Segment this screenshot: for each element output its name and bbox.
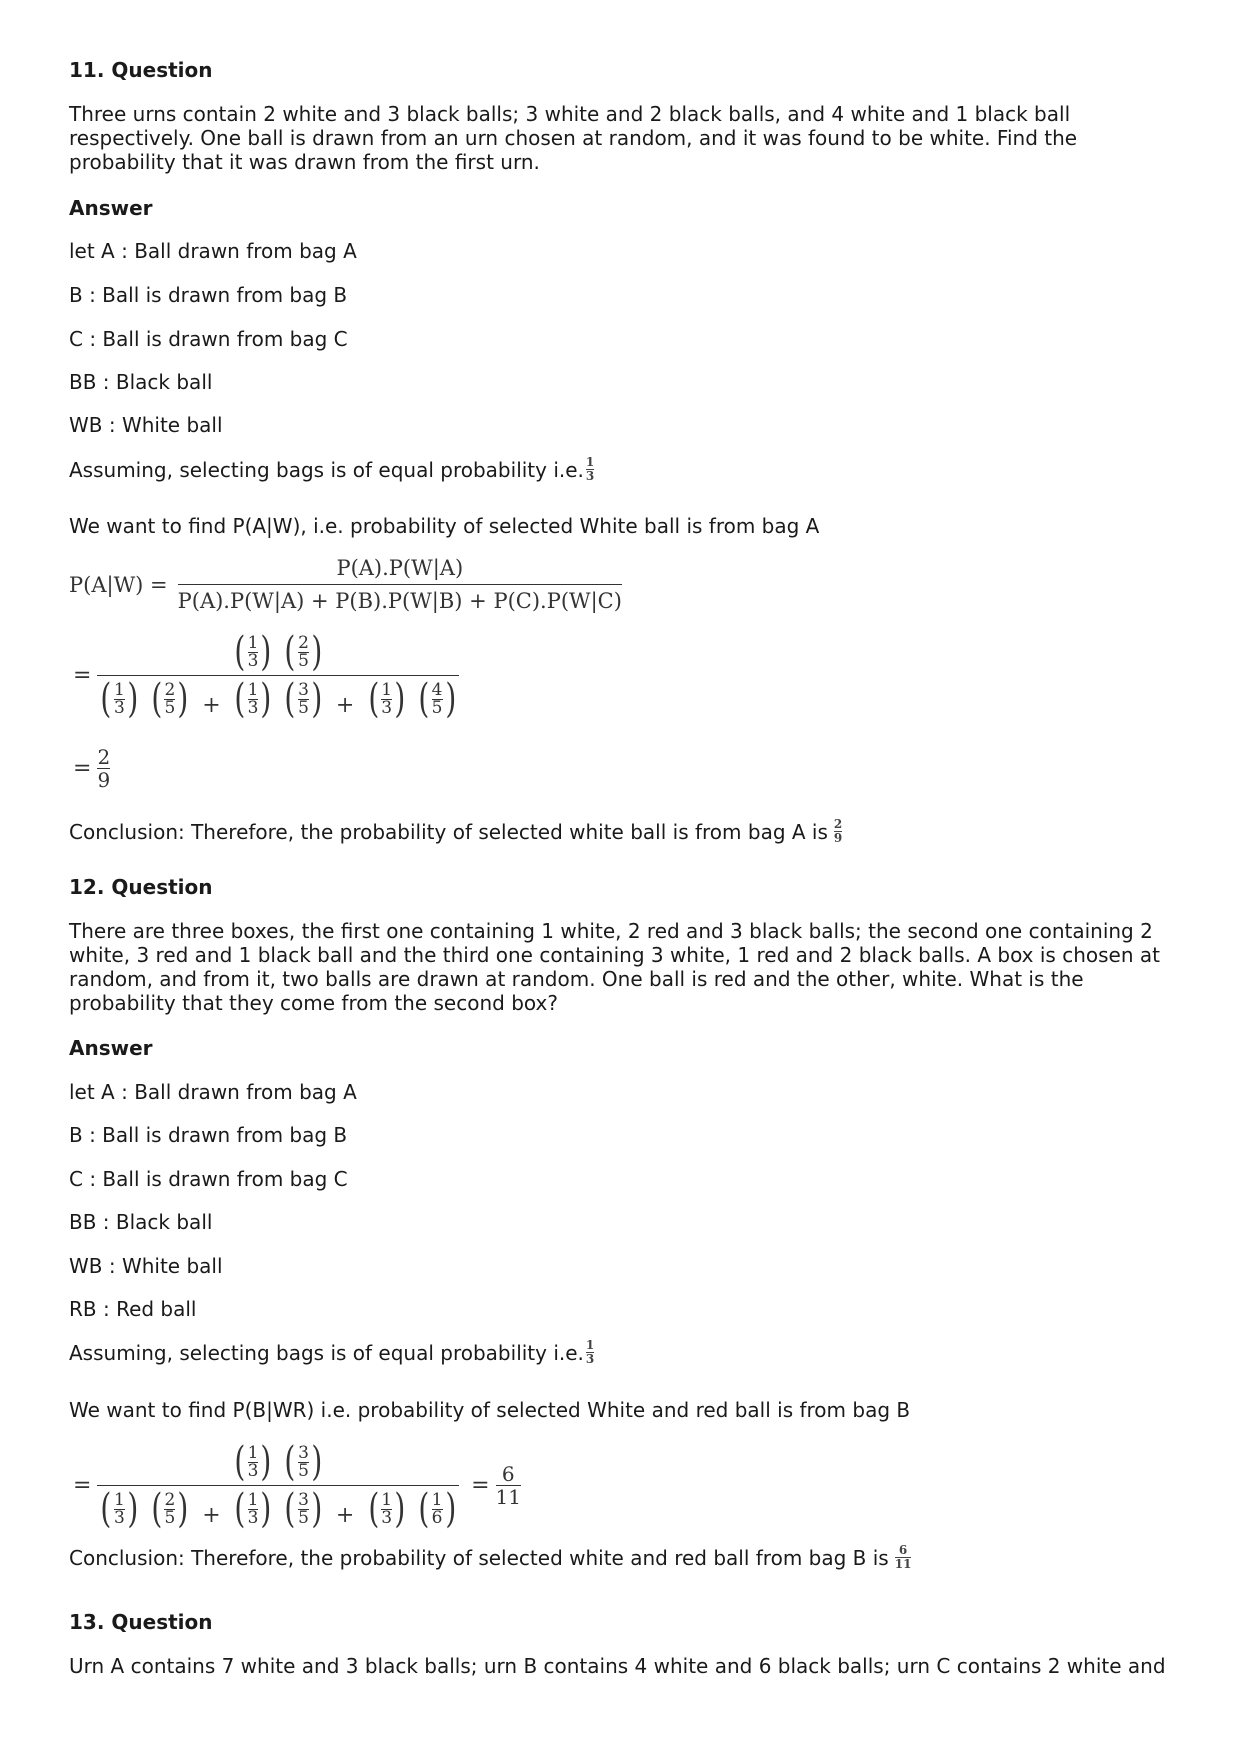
paren-fraction: ( $\frac{1}{3}$ ) (367, 676, 406, 722)
numerator: 2 (164, 679, 176, 700)
numerator: 1 (247, 1442, 259, 1463)
substitution-denominator (97, 1486, 459, 1532)
numerator: 2 (164, 1489, 176, 1510)
paren-fraction: ( $\frac{1}{3}$ ) (100, 676, 139, 722)
q12-conclusion (69, 1544, 913, 1571)
q12-line-2: B : Ball is drawn from bag B (69, 1123, 348, 1147)
q12-assumption (69, 1339, 596, 1366)
plus-sign: + (202, 1503, 221, 1528)
q12-answer-label: Answer (69, 1036, 153, 1060)
q11-line-4: BB : Black ball (69, 370, 213, 394)
denominator: 3 (114, 1507, 125, 1528)
numerator: 3 (298, 1442, 309, 1463)
denominator: 5 (164, 1507, 176, 1528)
substitution-numerator (231, 629, 325, 675)
denominator: 3 (247, 1460, 259, 1481)
substitution-numerator (231, 1439, 325, 1485)
q12-conclusion-text: Conclusion: Therefore, the probability of selected white and red ball from bag B is (69, 1545, 889, 1570)
plus-sign: + (202, 693, 221, 718)
fraction-numerator: 6 (898, 1543, 908, 1557)
paren-fraction: ( $\frac{3}{5}$ ) (284, 1486, 323, 1532)
numerator: 1 (381, 679, 393, 700)
q12-line-1: let A : Ball drawn from bag A (69, 1080, 357, 1104)
q12-result-fraction (496, 1463, 521, 1508)
denominator: 9 (97, 768, 111, 792)
denominator: 5 (298, 1507, 309, 1528)
numerator: 1 (114, 1489, 125, 1510)
q11-bayes-formula (69, 556, 624, 613)
fraction-denominator: 3 (585, 469, 595, 483)
q11-line-2: B : Ball is drawn from bag B (69, 283, 348, 307)
q11-line-5: WB : White ball (69, 413, 223, 437)
q12-line-5: WB : White ball (69, 1254, 223, 1278)
denominator: 3 (114, 697, 125, 718)
paren-fraction: ( $\frac{1}{3}$ ) (234, 1439, 272, 1485)
formula-lhs: P(A|W) = (69, 572, 168, 597)
equals-sign: = (73, 1472, 92, 1498)
fraction-numerator: 1 (585, 1338, 595, 1352)
numerator: 3 (298, 679, 309, 700)
denominator: 3 (247, 1507, 259, 1528)
denominator: 5 (298, 1460, 309, 1481)
q11-goal-text: We want to find P(A|W), i.e. probability of selected White ball is from bag A (69, 514, 820, 538)
substitution-fraction (97, 629, 459, 722)
q12-question-text: There are three boxes, the first one containing 1 white, 2 red and 3 black balls; the second one containing 2 white, 3 red and 1 black ball and the third one containing 3 white, 1 red and 2 black balls. A box is chosen at random, and from it, two balls are drawn at random. One ball is red and the other, white. What is the probability that they come from the second box? (69, 919, 1160, 1015)
numerator: 2 (298, 632, 309, 653)
paren-fraction: ( $\frac{4}{5}$ ) (418, 676, 456, 722)
q11-assumption (69, 456, 596, 483)
fraction-numerator: 2 (833, 817, 843, 831)
numerator: 1 (114, 679, 125, 700)
q11-conclusion (69, 818, 844, 845)
equals-sign: = (471, 1472, 490, 1498)
numerator: 6 (501, 1462, 515, 1486)
result-fraction (97, 746, 110, 791)
numerator: 1 (381, 1489, 393, 1510)
q11-assumption-text: Assuming, selecting bags is of equal probability i.e. (69, 457, 584, 482)
numerator: 1 (247, 679, 259, 700)
q11-conclusion-fraction (834, 818, 842, 845)
q11-line-3: C : Ball is drawn from bag C (69, 327, 348, 351)
paren-fraction: ( $\frac{2}{5}$ ) (284, 629, 323, 675)
numerator: 4 (431, 679, 443, 700)
denominator: 3 (381, 1507, 393, 1528)
q11-question-text: Three urns contain 2 white and 3 black balls; 3 white and 2 black balls, and 4 white and 1 black ball respectively. One ball is drawn from an urn chosen at random, and it was found to be white. Find the probability that it was drawn from the first urn. (69, 102, 1078, 174)
q11-substitution (69, 629, 461, 722)
denominator: 3 (381, 697, 393, 718)
q12-line-3: C : Ball is drawn from bag C (69, 1167, 348, 1191)
denominator: 5 (298, 650, 309, 671)
q12-assumption-fraction (586, 1339, 594, 1366)
numerator: 1 (431, 1489, 443, 1510)
q11-result (69, 746, 112, 791)
denominator: 5 (298, 697, 309, 718)
plus-sign: + (335, 1503, 355, 1528)
denominator: 3 (247, 650, 259, 671)
paren-fraction: ( $\frac{1}{3}$ ) (234, 1486, 272, 1532)
fraction-denominator: 11 (894, 1557, 912, 1571)
q12-goal-text: We want to find P(B|WR) i.e. probability of selected White and red ball is from bag B (69, 1398, 911, 1422)
q11-heading: 11. Question (69, 58, 213, 82)
denominator: 11 (495, 1485, 521, 1509)
q12-heading: 12. Question (69, 875, 213, 899)
paren-fraction: ( $\frac{1}{6}$ ) (418, 1486, 456, 1532)
paren-fraction: ( $\frac{3}{5}$ ) (284, 1439, 323, 1485)
numerator: 1 (247, 1489, 259, 1510)
q12-substitution (69, 1439, 523, 1532)
fraction-numerator: 1 (585, 455, 595, 469)
denominator: 3 (247, 697, 259, 718)
q11-answer-label: Answer (69, 196, 153, 220)
substitution-fraction (97, 1439, 459, 1532)
q12-line-6: RB : Red ball (69, 1297, 197, 1321)
q12-line-4: BB : Black ball (69, 1210, 213, 1234)
denominator: 5 (164, 697, 176, 718)
plus-sign: + (335, 693, 355, 718)
numerator: 1 (247, 632, 259, 653)
denominator: 6 (431, 1507, 443, 1528)
q11-assumption-fraction (586, 456, 594, 483)
q12-assumption-text: Assuming, selecting bags is of equal probability i.e. (69, 1340, 584, 1365)
paren-fraction: ( $\frac{1}{3}$ ) (367, 1486, 406, 1532)
fraction-denominator: 9 (833, 831, 843, 845)
numerator: 2 (97, 745, 111, 769)
paren-fraction: ( $\frac{2}{5}$ ) (151, 676, 189, 722)
formula-numerator: P(A).P(W|A) (336, 556, 464, 580)
formula-denominator: P(A).P(W|A) + P(B).P(W|B) + P(C).P(W|C) (177, 589, 622, 613)
equals-sign: = (73, 755, 92, 781)
paren-fraction: ( $\frac{1}{3}$ ) (234, 676, 272, 722)
paren-fraction: ( $\frac{1}{3}$ ) (234, 629, 272, 675)
paren-fraction: ( $\frac{3}{5}$ ) (284, 676, 323, 722)
q11-line-1: let A : Ball drawn from bag A (69, 239, 357, 263)
substitution-denominator (97, 676, 459, 722)
paren-fraction: ( $\frac{2}{5}$ ) (151, 1486, 189, 1532)
q11-conclusion-text: Conclusion: Therefore, the probability of selected white ball is from bag A is (69, 819, 828, 844)
equals-sign: = (73, 662, 92, 688)
paren-fraction: ( $\frac{1}{3}$ ) (100, 1486, 139, 1532)
numerator: 3 (298, 1489, 309, 1510)
denominator: 5 (431, 697, 443, 718)
q12-conclusion-fraction (895, 1544, 912, 1571)
q13-question-text: Urn A contains 7 white and 3 black balls; urn B contains 4 white and 6 black balls; urn C contains 2 white and (69, 1654, 1166, 1678)
fraction-denominator: 3 (585, 1352, 595, 1366)
formula-fraction (178, 556, 622, 613)
q13-heading: 13. Question (69, 1610, 213, 1634)
